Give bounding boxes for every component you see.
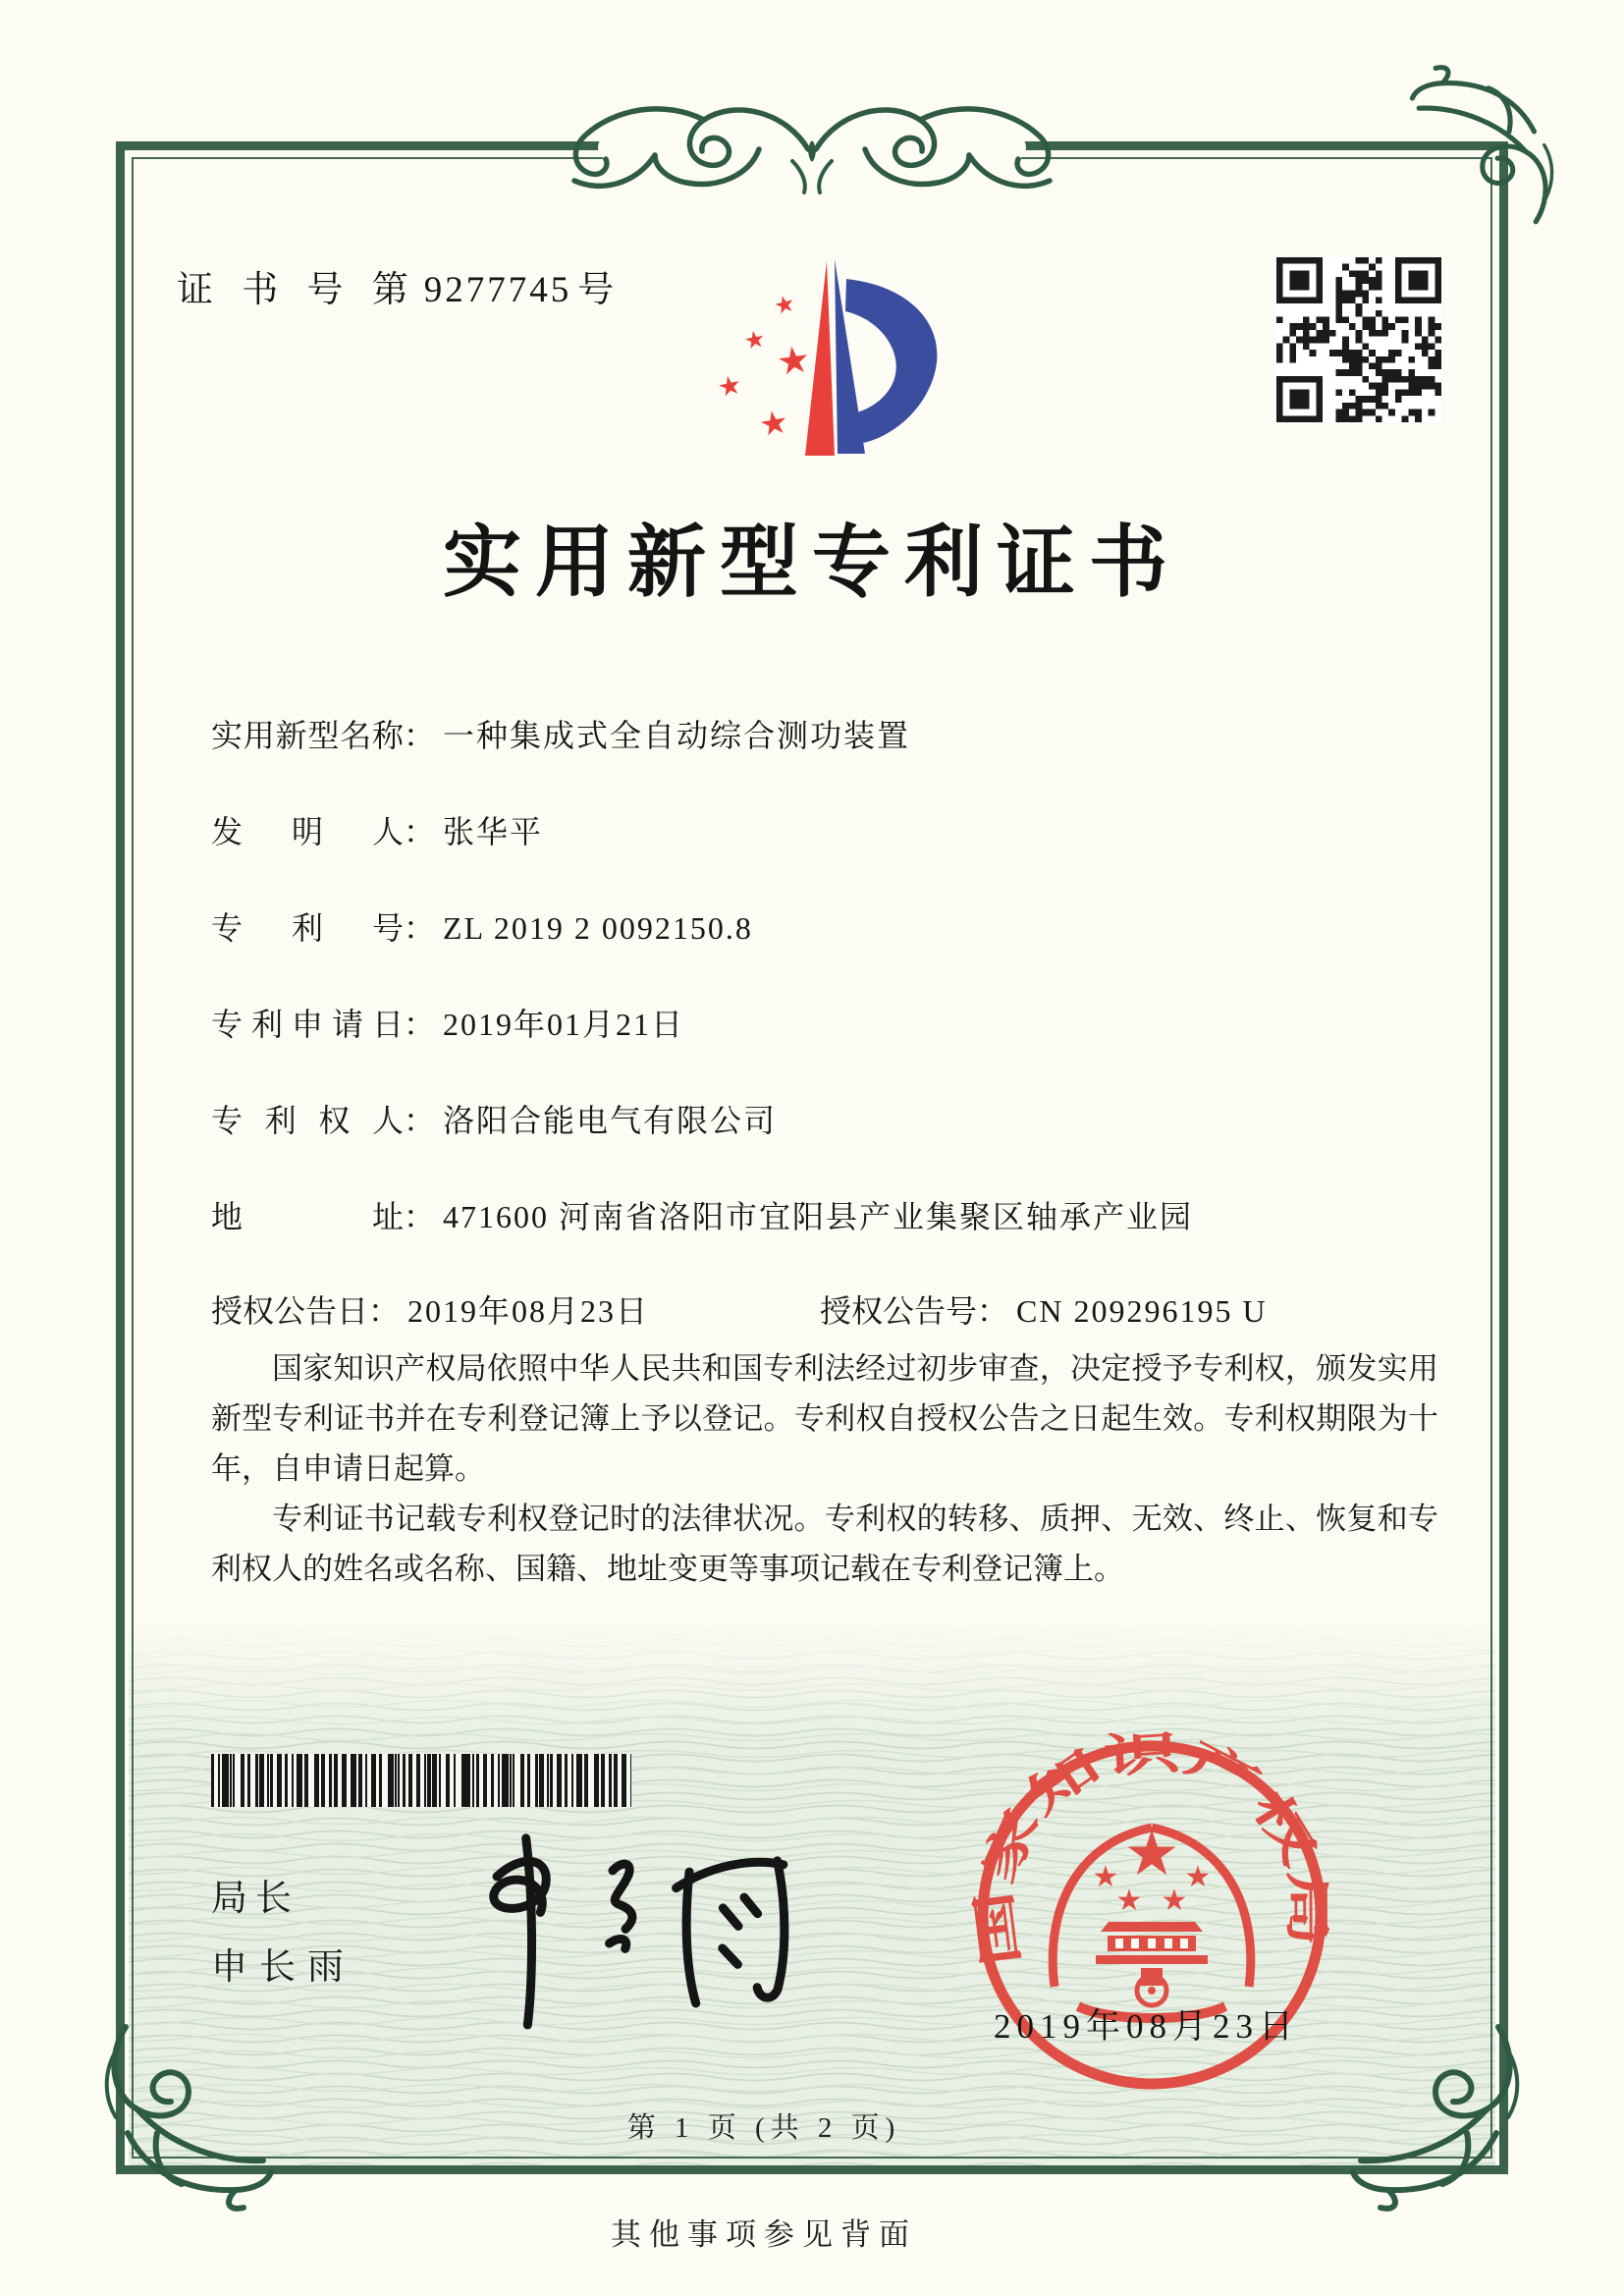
field-value: 一种集成式全自动综合测功装置 bbox=[443, 718, 911, 753]
seal-ring-text: 国家知识产权局 bbox=[972, 1729, 1332, 1970]
signer-title: 局长 bbox=[211, 1879, 299, 1919]
field-colon: ： bbox=[404, 1007, 436, 1042]
grant-date-label: 授权公告日 bbox=[211, 1293, 369, 1329]
qr-code bbox=[1276, 257, 1441, 422]
body-paragraph-1: 国家知识产权局依照中华人民共和国专利法经过初步审查，决定授予专利权，颁发实用新型专利证书并在专利登记簿上予以登记。专利权自授权公告之日起生效。专利权期限为十年，自申请日起算。 bbox=[211, 1351, 1438, 1486]
field-colon: ： bbox=[404, 910, 436, 946]
official-red-seal bbox=[960, 1723, 1343, 2106]
field-row-invention-name bbox=[211, 711, 910, 756]
field-colon: ： bbox=[368, 1293, 401, 1329]
svg-text:★: ★ bbox=[741, 324, 768, 355]
field-value: 2019年01月21日 bbox=[443, 1007, 685, 1042]
certificate-number-prefix: 证 书 号 第 bbox=[177, 270, 418, 310]
svg-text:★: ★ bbox=[1092, 1860, 1119, 1894]
page-number: 第 1 页 (共 2 页) bbox=[626, 2112, 901, 2144]
field-row-patentee bbox=[211, 1096, 777, 1141]
body-paragraph-2: 专利证书记载专利权登记时的法律状况。专利权的转移、质押、无效、终止、恢复和专利权人的姓名或名称、国籍、地址变更等事项记载在专利登记簿上。 bbox=[211, 1502, 1438, 1586]
field-colon: ： bbox=[404, 1103, 436, 1138]
certificate-number-suffix: 号 bbox=[577, 270, 624, 310]
cnipa-logo-icon bbox=[687, 246, 945, 465]
field-label: 专利权人 bbox=[211, 1103, 404, 1138]
field-colon: ： bbox=[977, 1293, 1009, 1329]
barcode bbox=[211, 1754, 631, 1807]
svg-text:★: ★ bbox=[1161, 1884, 1188, 1918]
signer-name: 申长雨 bbox=[211, 1947, 355, 1988]
director-handwritten-signature bbox=[426, 1806, 846, 2051]
legal-body-text bbox=[211, 1343, 1438, 1594]
certificate-number bbox=[177, 259, 623, 312]
national-emblem bbox=[1053, 1818, 1251, 2018]
field-label: 专利申请日 bbox=[211, 1007, 404, 1042]
field-row-filing-date bbox=[211, 1000, 684, 1045]
grant-date-group bbox=[211, 1286, 649, 1332]
field-colon: ： bbox=[404, 1199, 436, 1234]
svg-text:★: ★ bbox=[715, 369, 745, 405]
svg-text:★: ★ bbox=[1184, 1860, 1212, 1894]
field-label: 地址 bbox=[211, 1199, 404, 1234]
field-value: 471600 河南省洛阳市宜阳县产业集聚区轴承产业园 bbox=[443, 1199, 1194, 1234]
svg-text:★: ★ bbox=[1115, 1884, 1143, 1918]
grant-number-label: 授权公告号 bbox=[820, 1293, 978, 1329]
page-title: 实用新型专利证书 bbox=[443, 520, 1181, 607]
seal-date: 2019年08月23日 bbox=[994, 2007, 1300, 2046]
field-label: 实用新型名称 bbox=[211, 718, 404, 753]
field-value: ZL 2019 2 0092150.8 bbox=[443, 910, 753, 946]
field-label: 专利号 bbox=[211, 910, 404, 946]
field-value: 洛阳合能电气有限公司 bbox=[443, 1103, 778, 1138]
field-label: 发明人 bbox=[211, 814, 404, 849]
field-colon: ： bbox=[404, 814, 436, 849]
svg-text:★: ★ bbox=[756, 401, 791, 445]
field-row-inventor bbox=[211, 807, 543, 852]
svg-text:★: ★ bbox=[771, 289, 798, 321]
back-note: 其他事项参见背面 bbox=[611, 2217, 917, 2252]
certificate-number-value: 9277745 bbox=[423, 270, 572, 310]
field-row-address bbox=[211, 1192, 1193, 1237]
grant-number-group bbox=[820, 1286, 1268, 1332]
svg-text:★: ★ bbox=[774, 336, 814, 385]
svg-text:★: ★ bbox=[1123, 1818, 1180, 1890]
field-colon: ： bbox=[404, 718, 436, 753]
field-value: 张华平 bbox=[443, 814, 544, 849]
grant-number-value: CN 209296195 U bbox=[1016, 1293, 1268, 1329]
field-row-patent-number bbox=[211, 903, 753, 949]
grant-date-value: 2019年08月23日 bbox=[407, 1293, 650, 1329]
